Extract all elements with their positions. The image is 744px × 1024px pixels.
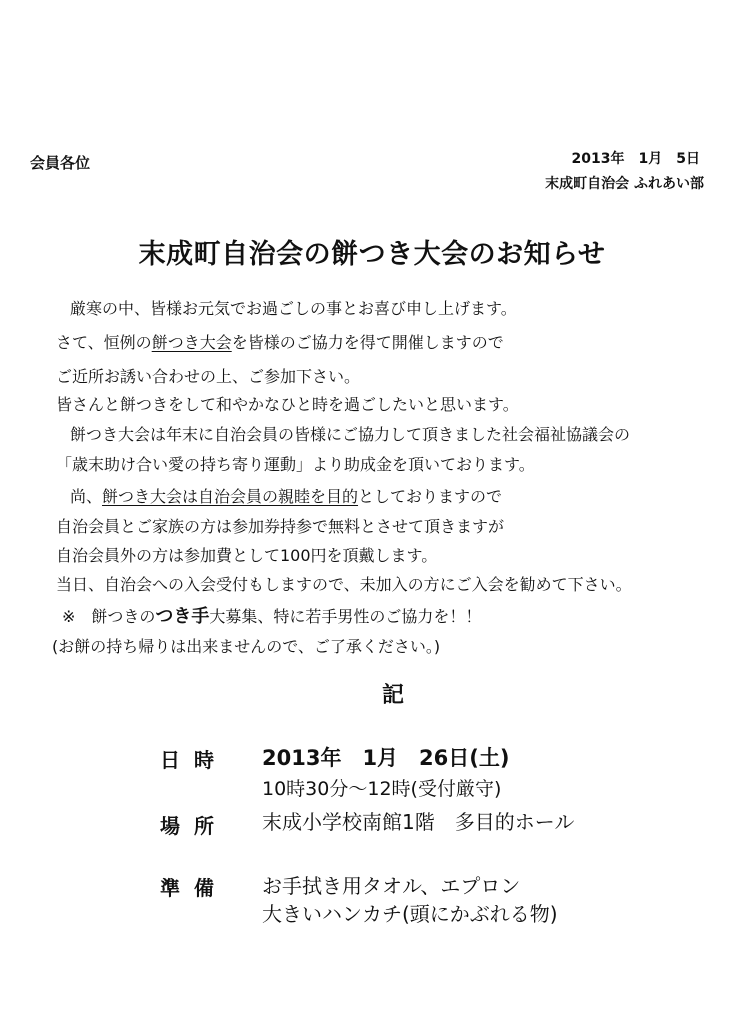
addressee: 会員各位 — [30, 154, 91, 172]
prep-label: 準備 — [160, 876, 228, 900]
body-line-11-emphasis: つき手 — [155, 606, 210, 627]
event-time: 10時30分～12時(受付厳守) — [262, 778, 502, 800]
body-line-7-a: 尚、 — [70, 487, 103, 506]
issue-date: 2013年 1月 5日 — [571, 151, 700, 167]
event-date: 2013年 1月 26日(土) — [262, 746, 510, 770]
event-place: 末成小学校南館1階 多目的ホール — [262, 810, 575, 834]
body-line-7 — [70, 484, 502, 507]
body-line-12: (お餅の持ち帰りは出来ませんので、ご了承ください。) — [52, 637, 441, 656]
body-line-8: 自治会員とご家族の方は参加券持参で無料とさせて頂きますが — [56, 517, 505, 536]
body-line-11-a: ※ 餅つきの — [62, 607, 156, 626]
body-line-2-b: を皆様のご協力を得て開催しますので — [231, 333, 504, 352]
body-line-6: 「歳末助け合い愛の持ち寄り運動」より助成金を頂いております。 — [56, 455, 535, 474]
body-line-9: 自治会員外の方は参加費として100円を頂戴します。 — [56, 546, 438, 565]
place-label: 場所 — [160, 814, 228, 838]
body-line-4: 皆さんと餅つきをして和やかなひと時を過ごしたいと思います。 — [56, 395, 519, 414]
body-line-10: 当日、自治会への入会受付もしますので、未加入の方にご入会を勧めて下さい。 — [56, 575, 632, 594]
page-title: 末成町自治会の餅つき大会のお知らせ — [138, 239, 606, 270]
body-line-7-underlined: 餅つき大会は自治会員の親睦を目的 — [102, 487, 359, 506]
prep-item-2: 大きいハンカチ(頭にかぶれる物) — [262, 902, 558, 926]
sender: 末成町自治会 ふれあい部 — [545, 176, 704, 192]
body-line-1: 厳寒の中、皆様お元気でお過ごしの事とお喜び申し上げます。 — [70, 299, 517, 318]
body-line-3: ご近所お誘い合わせの上、ご参加下さい。 — [56, 367, 361, 386]
body-line-2 — [56, 330, 504, 353]
ki-heading: 記 — [381, 683, 404, 708]
body-line-2-underlined: 餅つき大会 — [151, 333, 232, 352]
body-line-5: 餅つき大会は年末に自治会員の皆様にご協力して頂きました社会福祉協議会の — [70, 425, 631, 444]
body-line-11-c: 大募集、特に若手男性のご協力を！！ — [209, 607, 482, 626]
prep-item-1: お手拭き用タオル、エプロン — [262, 874, 521, 898]
date-label: 日時 — [160, 748, 228, 772]
body-line-2-a: さて、恒例の — [56, 333, 152, 352]
body-line-7-b: としておりますので — [358, 487, 503, 506]
body-line-11 — [62, 602, 481, 628]
